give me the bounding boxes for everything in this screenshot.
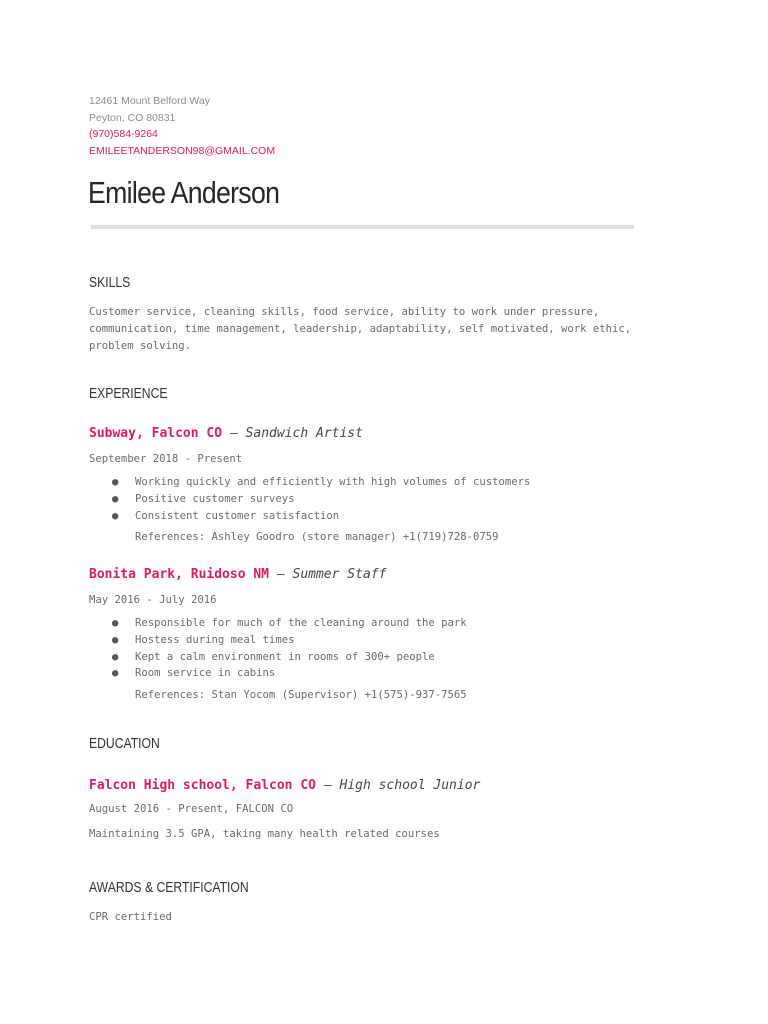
education-level: High school Junior bbox=[339, 778, 481, 793]
education-heading: EDUCATION bbox=[89, 736, 160, 752]
list-item bbox=[110, 632, 467, 649]
bullet-text: Responsible for much of the cleaning around the park bbox=[135, 617, 467, 629]
title-dash: — bbox=[323, 778, 332, 793]
job-title-subway bbox=[89, 426, 363, 441]
job-role: Summer Staff bbox=[292, 567, 387, 582]
bullet-text: Kept a calm environment in rooms of 300+ people bbox=[135, 650, 435, 663]
job-role: Sandwich Artist bbox=[245, 426, 363, 441]
job-references: References: Ashley Goodro (store manager) +1(719)728-0759 bbox=[135, 531, 499, 543]
experience-heading: EXPERIENCE bbox=[89, 386, 168, 402]
skills-line: Customer service, cleaning skills, food service, ability to work under pressure, bbox=[89, 306, 600, 318]
job-org: Subway, Falcon CO bbox=[89, 426, 223, 441]
job-bullet-list bbox=[110, 474, 530, 524]
bullet-icon: ● bbox=[112, 492, 119, 505]
bullet-icon: ● bbox=[112, 667, 119, 680]
bullet-text: Consistent customer satisfaction bbox=[135, 509, 340, 522]
job-dates: May 2016 - July 2016 bbox=[89, 594, 217, 606]
job-org: Bonita Park, Ruidoso NM bbox=[89, 567, 270, 582]
bullet-text: Room service in cabins bbox=[135, 667, 276, 680]
title-dash: — bbox=[229, 426, 238, 441]
education-title bbox=[89, 778, 480, 793]
bullet-icon: ● bbox=[112, 617, 119, 629]
phone-number: (970)584-9264 bbox=[89, 128, 158, 140]
bullet-icon: ● bbox=[112, 633, 119, 646]
awards-text: CPR certified bbox=[89, 911, 172, 923]
list-item bbox=[110, 665, 467, 682]
skills-heading: SKILLS bbox=[89, 275, 131, 291]
job-bullet-list bbox=[110, 615, 467, 682]
title-dash: — bbox=[276, 567, 285, 582]
job-dates: September 2018 - Present bbox=[89, 453, 243, 465]
education-dates: August 2016 - Present, FALCON CO bbox=[89, 803, 294, 815]
list-item bbox=[110, 474, 530, 491]
bullet-text: Positive customer surveys bbox=[135, 492, 295, 505]
address-line-2: Peyton, CO 80831 bbox=[89, 111, 176, 124]
address-line-1: 12461 Mount Belford Way bbox=[89, 95, 211, 107]
list-item bbox=[110, 615, 467, 632]
contact-block bbox=[89, 93, 275, 159]
job-title-bonita-park bbox=[89, 567, 386, 582]
bullet-text: Working quickly and efficiently with high volumes of customers bbox=[135, 476, 531, 488]
list-item bbox=[110, 649, 467, 666]
list-item bbox=[110, 491, 530, 508]
bullet-text: Hostess during meal times bbox=[135, 633, 295, 646]
skills-line: communication, time management, leadership, adaptability, self motivated, work ethic, bbox=[89, 323, 632, 335]
list-item bbox=[110, 508, 530, 525]
candidate-name: Emilee Anderson bbox=[88, 175, 280, 210]
job-references: References: Stan Yocom (Supervisor) +1(575)-937-7565 bbox=[135, 689, 467, 701]
bullet-icon: ● bbox=[112, 476, 119, 488]
school-name: Falcon High school, Falcon CO bbox=[89, 778, 316, 793]
skills-text bbox=[89, 304, 631, 355]
education-detail: Maintaining 3.5 GPA, taking many health related courses bbox=[89, 828, 440, 840]
bullet-icon: ● bbox=[112, 509, 119, 522]
email-address: EMILEETANDERSON98@GMAIL.COM bbox=[89, 144, 276, 157]
skills-line: problem solving. bbox=[89, 340, 192, 352]
header-divider bbox=[91, 225, 634, 229]
bullet-icon: ● bbox=[112, 650, 119, 663]
awards-heading: AWARDS & CERTIFICATION bbox=[89, 880, 249, 896]
